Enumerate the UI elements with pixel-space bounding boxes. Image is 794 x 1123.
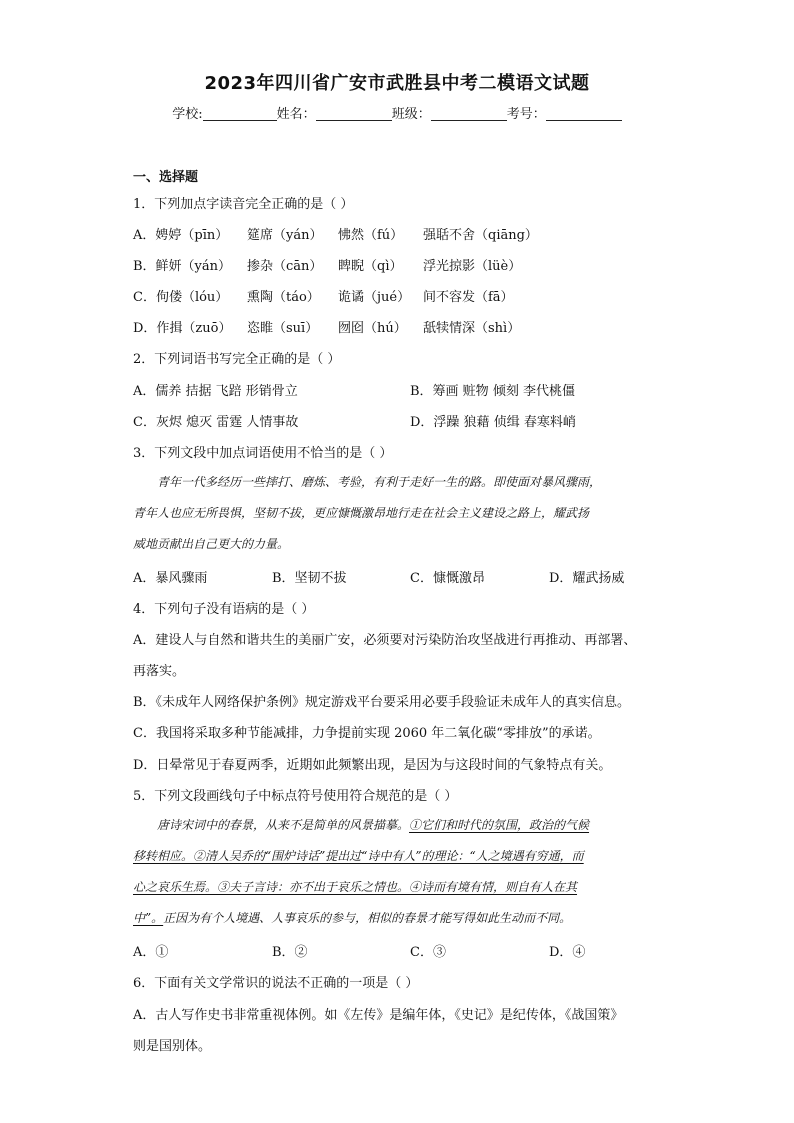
- q1-option-d-3: 囫囵（hú）: [338, 321, 407, 336]
- class-blank[interactable]: [431, 106, 507, 121]
- q3-passage-line-2: 青年人也应无所畏惧，坚韧不拔，更应慷慨激昂地行走在社会主义建设之路上，耀武扬: [133, 506, 590, 520]
- q1-option-c-2: 熏陶（táo）: [247, 290, 320, 305]
- student-info-line: [0, 103, 794, 122]
- question-6-stem: 6．下面有关文学常识的说法不正确的一项是（ ）: [133, 976, 419, 991]
- q1-option-b-4: 浮光掠影（lüè）: [423, 259, 522, 274]
- q1-option-a-2: 筵席（yán）: [247, 228, 323, 243]
- question-5-stem: 5．下列文段画线句子中标点符号使用符合规范的是（ ）: [133, 789, 458, 804]
- q4-option-b: B．《未成年人网络保护条例》规定游戏平台要采用必要手段验证未成年人的真实信息。: [133, 695, 631, 710]
- q1-option-d-2: 恣睢（suī）: [247, 321, 319, 336]
- q5-option-a: A．①: [133, 945, 169, 960]
- page-title: 2023年四川省广安市武胜县中考二模语文试题: [204, 73, 590, 94]
- q5-option-b: B．②: [272, 945, 308, 960]
- q6-option-a-line-1: A．古人写作史书非常重视体例。如《左传》是编年体，《史记》是纪传体，《战国策》: [133, 1008, 624, 1023]
- section-title: 一、选择题: [133, 170, 199, 185]
- q1-option-b-3: 睥睨（qì）: [338, 259, 403, 274]
- exam-no-label: 考号：: [506, 107, 546, 122]
- school-blank[interactable]: [203, 106, 277, 121]
- exam-no-blank[interactable]: [546, 106, 622, 121]
- q5-underlined-line-3: 心之哀乐生焉。③夫子言诗：亦不出于哀乐之情也。④诗而有境有情，则自有人在其: [133, 880, 578, 894]
- q3-passage: [133, 467, 663, 560]
- q5-option-c: C．③: [410, 945, 446, 960]
- q5-passage: [133, 810, 663, 934]
- school-label: 学校:: [172, 107, 203, 122]
- q4-option-a-line-2: 再落实。: [133, 664, 186, 679]
- q3-option-a: A．暴风骤雨: [133, 571, 208, 586]
- question-3-stem: 3．下列文段中加点词语使用不恰当的是（ ）: [133, 446, 393, 461]
- q4-option-a-line-1: A．建设人与自然和谐共生的美丽广安，必须要对污染防治攻坚战进行再推动、再部署、: [133, 633, 637, 648]
- q2-option-c: C．灰烬 熄灭 雷霆 人情事故: [133, 415, 299, 430]
- q1-option-b-2: 掺杂（cān）: [247, 259, 323, 274]
- q3-option-b: B．坚韧不拔: [272, 571, 347, 586]
- q2-option-d: D．浮躁 狼藉 侦缉 春寒料峭: [410, 415, 576, 430]
- q1-option-c-3: 诡谲（jué）: [338, 290, 411, 305]
- q1-option-d-1: D．作揖（zuō）: [133, 321, 232, 336]
- q1-option-d-4: 舐犊情深（shì）: [423, 321, 521, 336]
- q1-option-c-4: 间不容发（fā）: [423, 290, 514, 305]
- q5-passage-line-1-plain: 唐诗宋词中的春景，从来不是简单的风景描摹。: [157, 818, 410, 832]
- q1-option-c-1: C．佝偻（lóu）: [133, 290, 229, 305]
- q2-option-a: A．儒养 拮据 飞踣 形销骨立: [133, 384, 298, 399]
- q3-passage-line-3: 威地贡献出自己更大的力量。: [133, 537, 290, 551]
- q5-underlined-line-2: 移转相应。②清人吴乔的“围炉诗话”提出过“诗中有人”的理论：“人之境遇有穷通，而: [133, 849, 584, 863]
- q4-option-d: D．日晕常见于春夏两季，近期如此频繁出现，是因为与这段时间的气象特点有关。: [133, 758, 612, 773]
- q1-option-a-1: A．娉婷（pīn）: [133, 228, 229, 243]
- q5-underlined-line-4: 中”。: [133, 911, 164, 925]
- q1-option-b-1: B．鲜妍（yán）: [133, 259, 232, 274]
- name-blank[interactable]: [316, 106, 392, 121]
- q5-underlined-line-1: ①它们和时代的氛围，政治的气候: [409, 818, 590, 832]
- q5-option-d: D．④: [549, 945, 586, 960]
- q3-option-c: C．慷慨激昂: [410, 571, 485, 586]
- q2-option-b: B．筹画 赃物 倾刻 李代桃僵: [410, 384, 575, 399]
- class-label: 班级：: [391, 107, 431, 122]
- q3-passage-line-1: 青年一代多经历一些摔打、磨炼、考验，有利于走好一生的路。即使面对暴风骤雨，: [157, 475, 602, 489]
- q4-option-c: C．我国将采取多种节能减排，力争提前实现 2060 年二氧化碳“零排放”的承诺。: [133, 726, 601, 741]
- q5-passage-line-4-plain: 正因为有个人境遇、人事哀乐的参与，相似的春景才能写得如此生动而不同。: [163, 911, 572, 925]
- q3-option-d: D．耀武扬威: [549, 571, 625, 586]
- name-label: 姓名：: [276, 107, 316, 122]
- q1-option-a-3: 怫然（fú）: [338, 228, 404, 243]
- question-4-stem: 4．下列句子没有语病的是（ ）: [133, 602, 315, 617]
- q6-option-a-line-2: 则是国别体。: [133, 1039, 212, 1054]
- question-2-stem: 2．下列词语书写完全正确的是（ ）: [133, 352, 341, 367]
- question-1-stem: 1．下列加点字读音完全正确的是（ ）: [133, 197, 354, 212]
- q1-option-a-4: 强聒不舍（qiāng）: [423, 228, 538, 243]
